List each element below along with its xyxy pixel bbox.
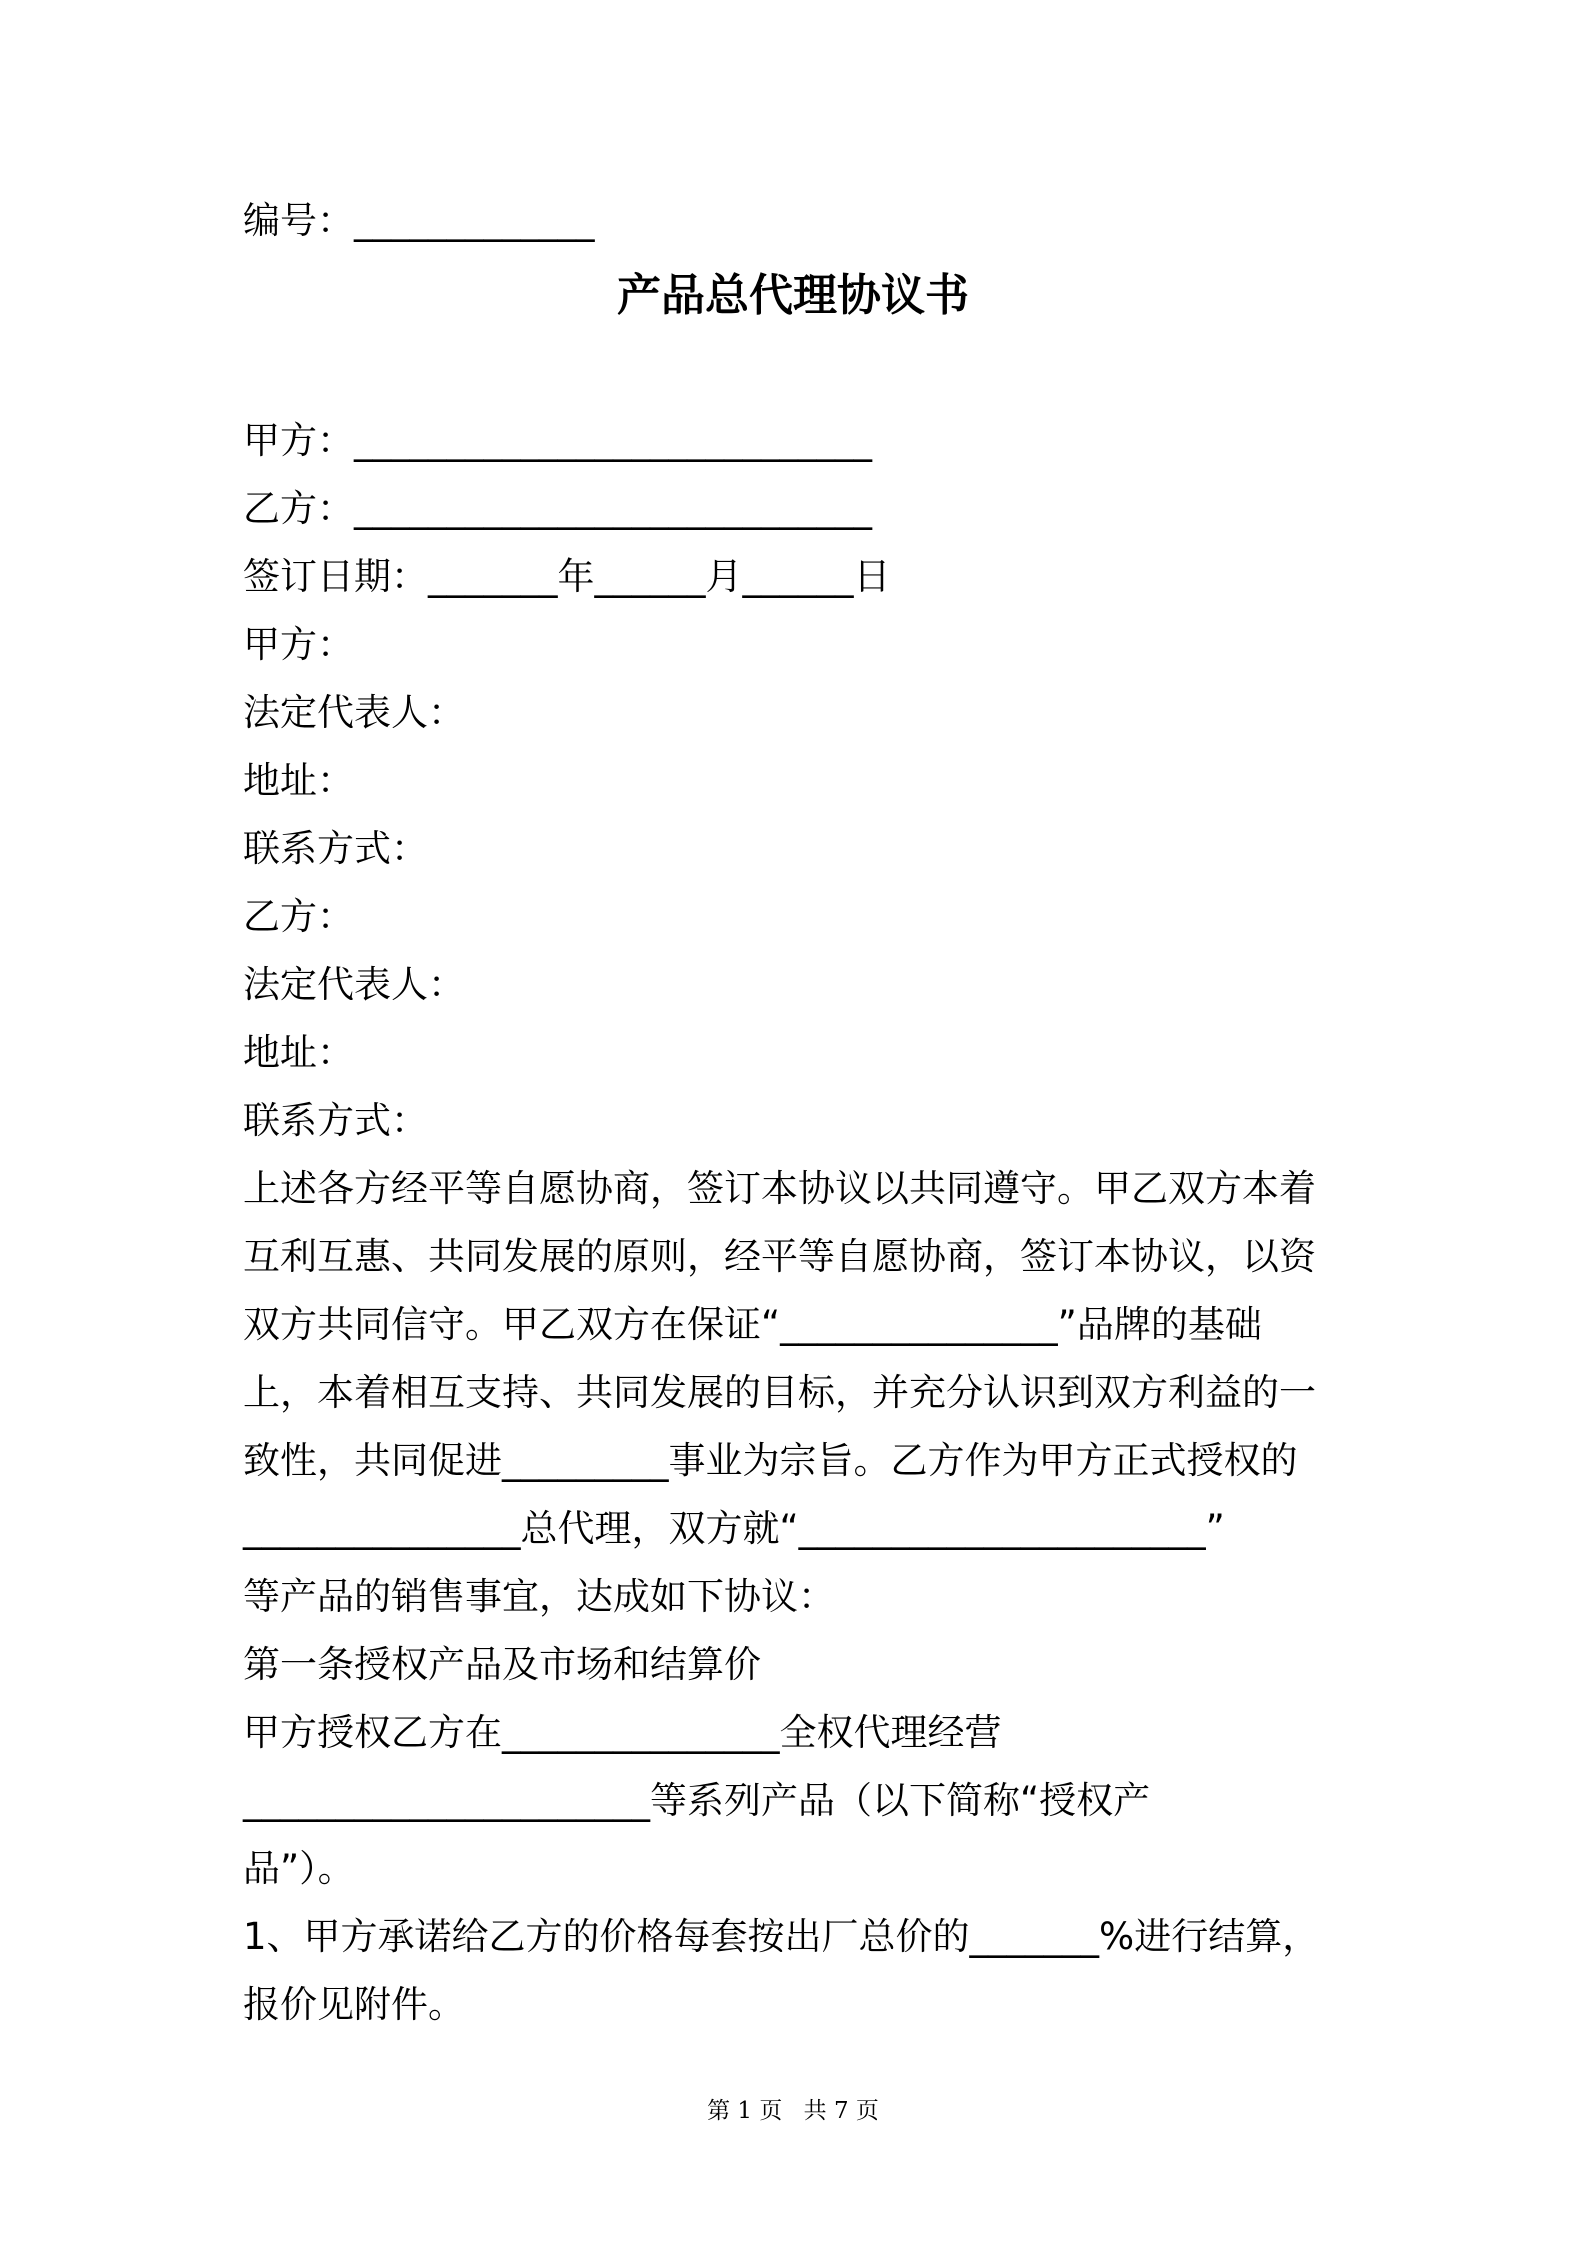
- body-line: 互利互惠、共同发展的原则，经平等自愿协商，签订本协议，以资: [243, 1235, 1316, 1278]
- body-line: 上述各方经平等自愿协商，签订本协议以共同遵守。甲乙双方本着: [243, 1167, 1316, 1210]
- page-number: 第 1 页: [707, 2098, 783, 2124]
- body-line: 致性，共同促进_________事业为宗旨。乙方作为甲方正式授权的: [243, 1439, 1298, 1482]
- party-b-address: 地址：: [243, 1031, 354, 1074]
- body-line: 报价见附件。: [243, 1983, 465, 2026]
- article-heading: 第一条授权产品及市场和结算价: [243, 1643, 761, 1686]
- party-b-blank: 乙方：____________________________: [243, 487, 872, 530]
- body-line: 1、甲方承诺给乙方的价格每套按出厂总价的_______%进行结算，: [243, 1915, 1320, 1958]
- page-footer: [0, 2096, 1586, 2126]
- party-a-address: 地址：: [243, 759, 354, 802]
- body-line: 等产品的销售事宜，达成如下协议：: [243, 1575, 835, 1618]
- contract-number: 编号：_____________: [243, 199, 595, 242]
- body-line: _______________总代理，双方就“______________________”: [243, 1507, 1225, 1550]
- party-a-legal-rep: 法定代表人：: [243, 691, 465, 734]
- body-line: 甲方授权乙方在_______________全权代理经营: [243, 1711, 1002, 1754]
- party-b-label: 乙方：: [243, 895, 354, 938]
- body-line: ______________________等系列产品（以下简称“授权产: [243, 1779, 1151, 1822]
- body-line: 双方共同信守。甲乙双方在保证“_______________”品牌的基础: [243, 1303, 1262, 1346]
- signing-date: 签订日期：_______年______月______日: [243, 555, 891, 598]
- page-total: 共 7 页: [803, 2098, 879, 2124]
- party-a-blank: 甲方：____________________________: [243, 419, 872, 462]
- body-line: 品”）。: [243, 1847, 355, 1890]
- party-a-label: 甲方：: [243, 623, 354, 666]
- party-b-legal-rep: 法定代表人：: [243, 963, 465, 1006]
- page-title: 产品总代理协议书: [617, 270, 969, 321]
- party-a-contact: 联系方式：: [243, 827, 428, 870]
- party-b-contact: 联系方式：: [243, 1099, 428, 1142]
- body-line: 上，本着相互支持、共同发展的目标，并充分认识到双方利益的一: [243, 1371, 1316, 1414]
